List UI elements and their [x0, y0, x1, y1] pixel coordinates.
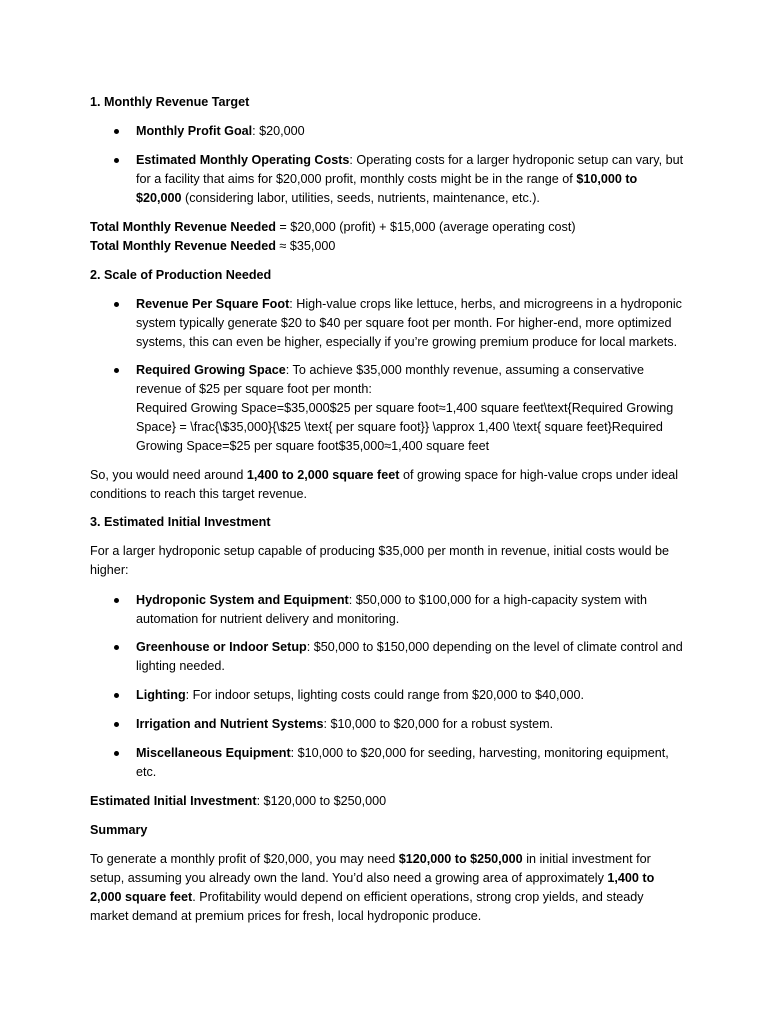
bullet-icon [114, 302, 119, 307]
paragraph: For a larger hydroponic setup capable of producing $35,000 per month in revenue, initial costs would be higher: [90, 544, 669, 577]
list-item: Greenhouse or Indoor Setup: $50,000 to $150,000 depending on the level of climate control and lighting needed. [136, 638, 684, 676]
summary-paragraph: To generate a monthly profit of $20,000, you may need $120,000 to $250,000 in initial investment for setup, assuming you already own the land. You’d also need a growing area of approximately 1,400 to 2,000 square feet. Profitability would depend on efficient operations, strong crop yields, and steady market demand at premium prices for fresh, local hydroponic produce. [90, 852, 655, 923]
bullet-icon [114, 158, 119, 163]
bullet-icon [114, 722, 119, 727]
investment-total-line: Estimated Initial Investment: $120,000 to $250,000 [90, 794, 387, 808]
bullet-icon [114, 598, 119, 603]
paragraph: So, you would need around 1,400 to 2,000 square feet of growing space for high-value crops under ideal conditions to reach this target revenue. [90, 468, 679, 501]
list-item: Hydroponic System and Equipment: $50,000 to $100,000 for a high-capacity system with automation for nutrient delivery and monitoring. [136, 591, 684, 629]
bullet-icon [114, 751, 119, 756]
bullet-icon [114, 645, 119, 650]
formula-text: Required Growing Space=$35,000$25 per square foot≈1,400 square feet\text{Required Growing Space} = \frac{\$35,000}{\$25 \text{ per square foot}} \approx 1,400 \text{ square feet}Required Growing Space=$25 per square foot$35,000≈1,400 square feet [136, 401, 674, 453]
section-1-heading: 1. Monthly Revenue Target [90, 95, 250, 109]
total-revenue-line: Total Monthly Revenue Needed ≈ $35,000 [90, 239, 336, 253]
list-item: Lighting: For indoor setups, lighting costs could range from $20,000 to $40,000. [136, 686, 684, 705]
bullet-icon [114, 693, 119, 698]
summary-heading: Summary [90, 823, 148, 837]
section-3-heading: 3. Estimated Initial Investment [90, 515, 271, 529]
total-revenue-line: Total Monthly Revenue Needed = $20,000 (profit) + $15,000 (average operating cost) [90, 220, 576, 234]
list-item: Estimated Monthly Operating Costs: Operating costs for a larger hydroponic setup can vary, but for a facility that aims for $20,000 profit, monthly costs might be in the range of $10,000 to $20,000 (considering labor, utilities, seeds, nutrients, maintenance, etc.). [136, 151, 684, 208]
list-item: Miscellaneous Equipment: $10,000 to $20,000 for seeding, harvesting, monitoring equipment, etc. [136, 744, 684, 782]
section-2-heading: 2. Scale of Production Needed [90, 268, 272, 282]
bullet-icon [114, 368, 119, 373]
list-item: Revenue Per Square Foot: High-value crops like lettuce, herbs, and microgreens in a hydroponic system typically generate $20 to $40 per square foot per month. For higher-end, more optimized systems, this can even be higher, especially if you’re growing premium produce for local markets. [136, 295, 684, 352]
list-item: Monthly Profit Goal: $20,000 [136, 122, 684, 141]
list-item: Irrigation and Nutrient Systems: $10,000 to $20,000 for a robust system. [136, 715, 684, 734]
bullet-icon [114, 129, 119, 134]
list-item: Required Growing Space: To achieve $35,000 monthly revenue, assuming a conservative revenue of $25 per square foot per month: Required Growing Space=$35,000$25 per square foot≈1,400 square feet\text{Required Growing Space} = \frac{\$35,000}{\$25 \text{ per square foot}} \approx 1,400 \text{ square feet}Required Growing Space=$25 per square foot$35,000≈1,400 square feet [136, 361, 684, 456]
